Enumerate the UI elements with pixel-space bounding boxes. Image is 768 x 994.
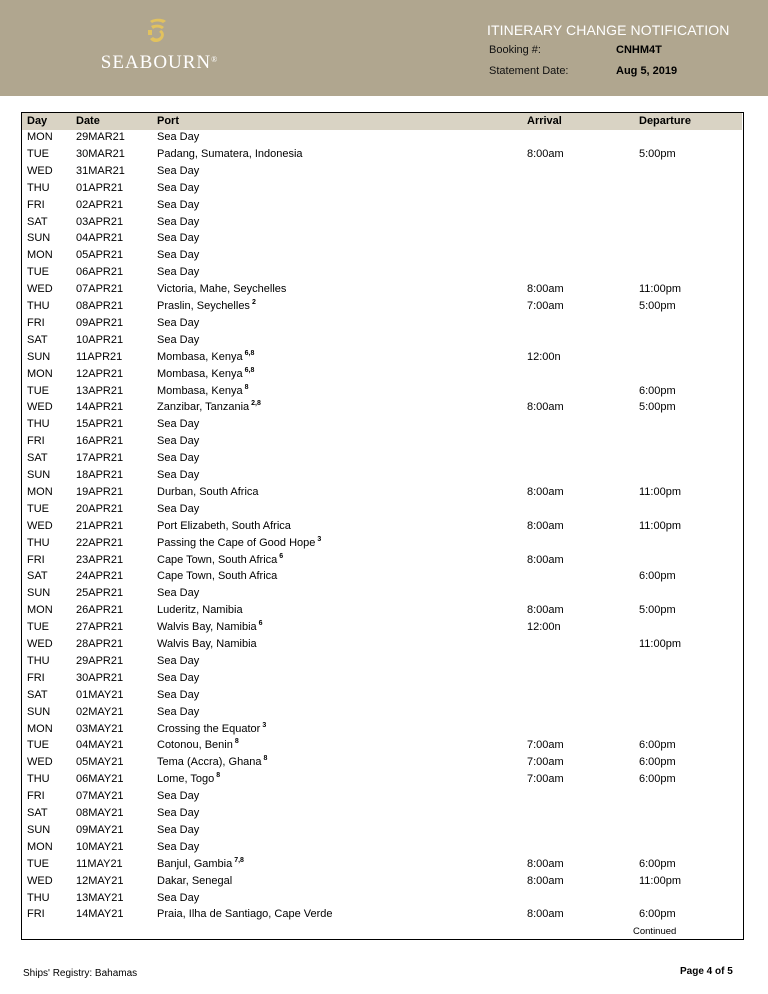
cell-port: Sea Day (157, 705, 200, 718)
cell-port: Banjul, Gambia $^{7,8}$ (157, 856, 244, 870)
cell-date: 17APR21 (76, 452, 124, 465)
cell-port: Cotonou, Benin $^8$ (157, 738, 239, 752)
table-row (22, 890, 742, 907)
table-row (22, 822, 742, 839)
cell-date: 13MAY21 (76, 891, 124, 904)
cell-date: 04APR21 (76, 232, 124, 245)
cell-port: Luderitz, Namibia (157, 604, 243, 617)
cell-arrival: 8:00am (527, 519, 564, 532)
cell-day: TUE (27, 147, 49, 160)
table-row (22, 146, 742, 163)
cell-day: WED (27, 874, 53, 887)
cell-day: THU (27, 773, 50, 786)
cell-date: 03MAY21 (76, 722, 124, 735)
cell-day: FRI (27, 198, 45, 211)
cell-day: TUE (27, 857, 49, 870)
cell-port: Cape Town, South Africa (157, 570, 278, 583)
cell-day: FRI (27, 553, 45, 566)
table-row (22, 518, 742, 535)
cell-port: Port Elizabeth, South Africa (157, 519, 291, 532)
cell-departure: 11:00pm (639, 638, 681, 650)
cell-day: THU (27, 300, 50, 312)
table-row (22, 332, 742, 349)
cell-day: SUN (27, 350, 51, 363)
table-row (22, 501, 742, 518)
cell-day: MON (27, 367, 53, 380)
cell-date: 13APR21 (76, 384, 124, 397)
cell-port: Crossing the Equator $^3$ (157, 721, 267, 735)
cell-date: 07MAY21 (76, 790, 124, 803)
cell-departure: 6:00pm (639, 570, 676, 583)
cell-day: MON (27, 131, 53, 143)
table-row (22, 535, 742, 552)
cell-day: SAT (27, 452, 48, 465)
cell-arrival: 8:00am (527, 485, 564, 498)
table-row (22, 349, 742, 366)
table-row (22, 839, 742, 856)
cell-day: SUN (27, 469, 51, 481)
table-row (22, 467, 742, 484)
cell-date: 29APR21 (76, 654, 124, 667)
cell-port: Dakar, Senegal (157, 874, 233, 887)
cell-date: 06MAY21 (76, 773, 124, 786)
table-row (22, 721, 742, 738)
cell-arrival: 7:00am (527, 756, 564, 769)
cell-date: 02APR21 (76, 198, 124, 211)
table-row (22, 399, 742, 416)
table-row (22, 180, 742, 197)
cell-arrival: 8:00am (527, 857, 564, 870)
cell-date: 19APR21 (76, 485, 124, 498)
cell-date: 07APR21 (76, 283, 124, 296)
cell-port: Sea Day (157, 654, 200, 667)
table-row (22, 264, 742, 281)
cell-date: 16APR21 (76, 435, 124, 448)
cell-departure: 6:00pm (639, 773, 676, 786)
table-row (22, 450, 742, 467)
table-row (22, 129, 742, 146)
cell-departure: 5:00pm (639, 300, 676, 312)
cell-day: WED (27, 401, 53, 414)
table-row (22, 585, 742, 602)
cell-departure: 6:00pm (639, 756, 676, 769)
cell-departure: 5:00pm (639, 147, 676, 160)
cell-arrival: 8:00am (527, 874, 564, 887)
cell-departure: 6:00pm (639, 739, 676, 752)
cell-port: Sea Day (157, 502, 200, 515)
column-header-day: Day (27, 115, 48, 127)
column-header-arrival: Arrival (527, 115, 562, 127)
cell-arrival: 8:00am (527, 604, 564, 617)
header-band (0, 0, 768, 96)
cell-date: 31MAR21 (76, 164, 125, 177)
cell-day: TUE (27, 384, 49, 397)
table-row (22, 788, 742, 805)
cell-day: FRI (27, 671, 45, 684)
cell-port: Mombasa, Kenya $^{6,8}$ (157, 366, 255, 380)
table-row (22, 653, 742, 670)
table-row (22, 298, 742, 315)
cell-date: 09APR21 (76, 316, 124, 329)
cell-date: 04MAY21 (76, 739, 124, 752)
cell-day: THU (27, 418, 50, 431)
cell-date: 28APR21 (76, 638, 124, 650)
cell-port: Praslin, Seychelles $^2$ (157, 299, 256, 312)
notification-title: ITINERARY CHANGE NOTIFICATION (487, 22, 730, 38)
cell-date: 22APR21 (76, 536, 124, 549)
cell-date: 11MAY21 (76, 857, 123, 870)
cell-arrival: 12:00n (527, 350, 561, 363)
cell-port: Mombasa, Kenya $^8$ (157, 383, 249, 397)
cell-port: Durban, South Africa (157, 485, 259, 498)
table-row (22, 568, 742, 585)
cell-day: MON (27, 604, 53, 617)
cell-day: MON (27, 249, 53, 262)
cell-day: SAT (27, 215, 48, 228)
table-row (22, 906, 742, 923)
cell-port: Tema (Accra), Ghana $^8$ (157, 755, 268, 769)
cell-port: Sea Day (157, 232, 200, 245)
cell-arrival: 8:00am (527, 147, 564, 160)
table-row (22, 197, 742, 214)
cell-arrival: 8:00am (527, 283, 564, 296)
brand-wordmark: SEABOURN® (100, 52, 218, 73)
table-row (22, 552, 742, 569)
table-row (22, 214, 742, 231)
cell-date: 18APR21 (76, 469, 124, 481)
seabourn-logo (96, 18, 222, 78)
cell-port: Sea Day (157, 671, 200, 684)
continued-label: Continued (633, 926, 677, 937)
cell-date: 12APR21 (76, 367, 124, 380)
cell-port: Sea Day (157, 266, 200, 279)
cell-day: WED (27, 756, 53, 769)
cell-date: 03APR21 (76, 215, 124, 228)
cell-day: SAT (27, 807, 48, 819)
footnote-marker: 3 (317, 535, 322, 543)
booking-number: CNHM4T (616, 44, 662, 56)
cell-date: 23APR21 (76, 553, 124, 566)
cell-date: 25APR21 (76, 587, 124, 600)
cell-date: 30MAR21 (76, 147, 125, 160)
cell-day: MON (27, 840, 53, 853)
footnote-marker: 6,8 (244, 349, 255, 357)
itinerary-table (21, 112, 744, 940)
cell-departure: 11:00pm (639, 485, 681, 498)
footnote-marker: 8 (263, 755, 268, 763)
cell-arrival: 8:00am (527, 908, 564, 921)
cell-port: Sea Day (157, 215, 200, 228)
cell-day: FRI (27, 908, 45, 921)
table-row (22, 383, 742, 400)
footnote-marker: 8 (216, 772, 221, 780)
cell-date: 08APR21 (76, 300, 124, 312)
cell-day: MON (27, 485, 53, 498)
footnote-marker: 6 (279, 552, 284, 560)
table-row (22, 602, 742, 619)
cell-date: 08MAY21 (76, 807, 124, 819)
cell-port: Walvis Bay, Namibia $^6$ (157, 620, 263, 634)
statement-date-label: Statement Date: (489, 65, 569, 77)
table-row (22, 247, 742, 264)
cell-date: 01APR21 (76, 181, 124, 194)
page-number: Page 4 of 5 (680, 966, 733, 977)
cell-day: WED (27, 283, 53, 296)
table-row (22, 856, 742, 873)
cell-day: FRI (27, 316, 45, 329)
cell-port: Sea Day (157, 587, 200, 600)
cell-departure: 11:00pm (639, 283, 681, 296)
table-row (22, 704, 742, 721)
cell-arrival: 8:00am (527, 401, 564, 414)
cell-date: 10APR21 (76, 333, 124, 346)
cell-day: TUE (27, 502, 49, 515)
cell-port: Sea Day (157, 807, 200, 819)
cell-day: TUE (27, 266, 49, 279)
footnote-marker: 3 (262, 721, 267, 729)
footnote-marker: 8 (234, 738, 239, 746)
cell-date: 02MAY21 (76, 705, 124, 718)
cell-port: Zanzibar, Tanzania $^{2,8}$ (157, 400, 261, 414)
footnote-marker: 2 (251, 299, 256, 306)
cell-day: SUN (27, 823, 51, 836)
cell-port: Victoria, Mahe, Seychelles (157, 283, 287, 296)
cell-port: Sea Day (157, 823, 200, 836)
cell-departure: 6:00pm (639, 857, 676, 870)
cell-day: TUE (27, 739, 49, 752)
table-row (22, 230, 742, 247)
cell-port: Sea Day (157, 164, 200, 177)
cell-date: 12MAY21 (76, 874, 124, 887)
column-header-port: Port (157, 115, 179, 127)
cell-port: Sea Day (157, 840, 200, 853)
cell-date: 11APR21 (76, 350, 123, 363)
cell-arrival: 12:00n (527, 621, 561, 634)
cell-day: THU (27, 654, 50, 667)
cell-day: THU (27, 536, 50, 549)
cell-day: FRI (27, 790, 45, 803)
cell-date: 21APR21 (76, 519, 124, 532)
cell-port: Sea Day (157, 333, 200, 346)
footnote-marker: 2,8 (251, 400, 261, 408)
cell-departure: 5:00pm (639, 401, 676, 414)
cell-day: SUN (27, 232, 51, 245)
cell-date: 24APR21 (76, 570, 124, 583)
cell-day: WED (27, 638, 53, 650)
cell-day: THU (27, 891, 50, 904)
table-row (22, 163, 742, 180)
table-row (22, 366, 742, 383)
cell-day: SAT (27, 570, 48, 583)
table-row (22, 771, 742, 788)
cell-date: 14APR21 (76, 401, 124, 414)
cell-day: MON (27, 722, 53, 735)
footnote-marker: 6 (258, 620, 263, 628)
footnote-marker: 7,8 (234, 856, 244, 864)
footnote-marker: 6,8 (244, 366, 255, 374)
cell-port: Sea Day (157, 469, 200, 481)
cell-port: Sea Day (157, 435, 200, 448)
table-row (22, 737, 742, 754)
cell-port: Padang, Sumatera, Indonesia (157, 147, 303, 160)
statement-date: Aug 5, 2019 (616, 65, 678, 77)
cell-arrival: 7:00am (527, 300, 564, 312)
table-row (22, 281, 742, 298)
cell-date: 27APR21 (76, 621, 124, 634)
cell-departure: 6:00pm (639, 908, 676, 921)
cell-port: Sea Day (157, 181, 200, 194)
cell-port: Sea Day (157, 790, 200, 803)
cell-date: 06APR21 (76, 266, 124, 279)
table-row (22, 687, 742, 704)
cell-date: 14MAY21 (76, 908, 124, 921)
cell-port: Lome, Togo $^8$ (157, 772, 221, 786)
cell-port: Walvis Bay, Namibia (157, 638, 257, 650)
cell-date: 05MAY21 (76, 756, 124, 769)
cell-day: SUN (27, 587, 51, 600)
column-header-departure: Departure (639, 115, 691, 127)
table-header (22, 113, 742, 130)
cell-day: THU (27, 181, 50, 194)
cell-port: Sea Day (157, 418, 200, 431)
table-row (22, 636, 742, 653)
table-row (22, 416, 742, 433)
cell-port: Sea Day (157, 891, 200, 904)
table-row (22, 754, 742, 771)
cell-day: WED (27, 519, 53, 532)
table-row (22, 805, 742, 822)
cell-port: Sea Day (157, 452, 200, 465)
cell-date: 26APR21 (76, 604, 124, 617)
cell-port: Cape Town, South Africa $^6$ (157, 552, 284, 566)
cell-arrival: 7:00am (527, 739, 564, 752)
column-header-date: Date (76, 115, 100, 127)
cell-day: SAT (27, 333, 48, 346)
cell-departure: 11:00pm (639, 519, 681, 532)
cell-departure: 5:00pm (639, 604, 676, 617)
cell-date: 09MAY21 (76, 823, 124, 836)
cell-port: Sea Day (157, 249, 200, 262)
booking-label: Booking #: (489, 44, 541, 56)
cell-arrival: 7:00am (527, 773, 564, 786)
seahorse-logo-icon (144, 18, 170, 46)
table-row (22, 619, 742, 636)
cell-date: 10MAY21 (76, 840, 124, 853)
cell-date: 29MAR21 (76, 131, 125, 143)
cell-port: Praia, Ilha de Santiago, Cape Verde (157, 908, 333, 921)
cell-date: 30APR21 (76, 671, 124, 684)
footnote-marker: 8 (244, 383, 249, 391)
cell-arrival: 8:00am (527, 553, 564, 566)
cell-port: Sea Day (157, 688, 200, 701)
ships-registry: Ships' Registry: Bahamas (23, 968, 138, 979)
table-row (22, 433, 742, 450)
cell-departure: 11:00pm (639, 874, 681, 887)
cell-date: 15APR21 (76, 418, 124, 431)
cell-port: Sea Day (157, 131, 200, 143)
cell-day: TUE (27, 621, 49, 634)
table-row (22, 670, 742, 687)
table-row (22, 873, 742, 890)
cell-day: FRI (27, 435, 45, 448)
cell-day: SAT (27, 688, 48, 701)
cell-day: SUN (27, 705, 51, 718)
cell-port: Sea Day (157, 198, 200, 211)
table-row (22, 315, 742, 332)
cell-port: Passing the Cape of Good Hope $^3$ (157, 535, 322, 549)
cell-day: WED (27, 164, 53, 177)
cell-date: 20APR21 (76, 502, 124, 515)
cell-port: Sea Day (157, 316, 200, 329)
cell-date: 05APR21 (76, 249, 124, 262)
cell-port: Mombasa, Kenya $^{6,8}$ (157, 349, 255, 363)
cell-departure: 6:00pm (639, 384, 676, 397)
table-row (22, 484, 742, 501)
cell-date: 01MAY21 (76, 688, 124, 701)
